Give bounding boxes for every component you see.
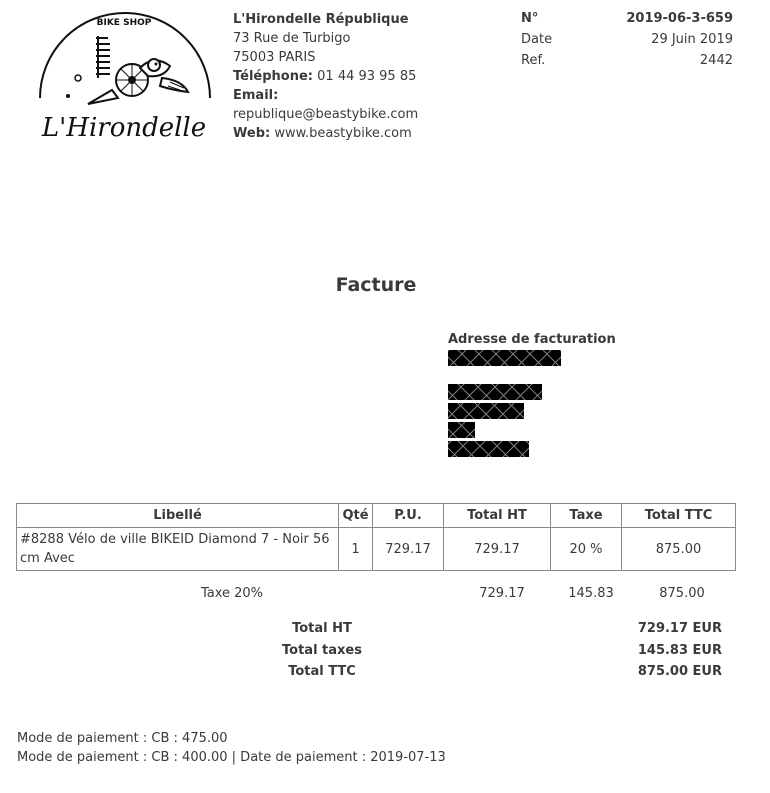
company-logo: [28, 8, 220, 148]
phone-value: 01 44 93 95 85: [317, 69, 417, 84]
invoice-number-label: N°: [521, 11, 539, 26]
invoice-date-row: [521, 32, 733, 53]
company-phone-line: [233, 67, 418, 86]
email-label: Email:: [233, 88, 279, 103]
billing-address-label: Adresse de facturation: [448, 332, 616, 347]
company-city: 75003 PARIS: [233, 50, 316, 65]
redacted-block: [448, 441, 529, 457]
table-header-row: [17, 504, 736, 528]
company-street: 73 Rue de Turbigo: [233, 31, 351, 46]
column-header: Libellé: [17, 504, 339, 528]
tax-summary-base: 729.17: [479, 586, 525, 601]
document-title: Facture: [335, 274, 417, 296]
column-header: Total TTC: [622, 504, 736, 528]
redacted-block: [448, 384, 542, 400]
total-taxes-label: Total taxes: [282, 643, 362, 658]
tax-summary-total: 875.00: [659, 586, 705, 601]
invoice-ref-label: Ref.: [521, 53, 546, 68]
redacted-block: [448, 350, 561, 366]
email-value: republique@beastybike.com: [233, 107, 419, 122]
table-row: [17, 528, 736, 571]
invoice-number-row: [521, 11, 733, 32]
invoice-ref-row: [521, 53, 733, 74]
company-info: [233, 10, 418, 143]
column-header: P.U.: [373, 504, 444, 528]
invoice-items-table: [16, 503, 736, 571]
payment-line: Mode de paiement : CB : 400.00 | Date de paiement : 2019-07-13: [17, 750, 446, 765]
invoice-date: 29 Juin 2019: [651, 32, 733, 47]
company-web-line: [233, 124, 418, 143]
payment-info: [17, 729, 446, 767]
total-ht-value: 729.17 EUR: [637, 621, 722, 636]
column-header: Taxe: [551, 504, 622, 528]
item-unit-price: 729.17: [373, 528, 444, 571]
item-tax: 20 %: [551, 528, 622, 571]
tax-summary-amount: 145.83: [568, 586, 614, 601]
invoice-number: 2019-06-3-659: [626, 11, 733, 26]
item-total-ttc: 875.00: [622, 528, 736, 571]
logo-bike-shop-text: BIKE SHOP: [96, 18, 152, 28]
company-name: L'Hirondelle République: [233, 12, 409, 27]
total-ttc-value: 875.00 EUR: [637, 664, 722, 679]
invoice-date-label: Date: [521, 32, 553, 47]
logo-script-text: L'Hirondelle: [41, 113, 207, 143]
redacted-block: [448, 422, 475, 438]
item-total-ht: 729.17: [444, 528, 551, 571]
payment-line: Mode de paiement : CB : 475.00: [17, 731, 228, 746]
item-description: #8288 Vélo de ville BIKEID Diamond 7 - Noir 56 cm Avec: [17, 528, 339, 571]
invoice-ref: 2442: [699, 53, 733, 68]
column-header: Total HT: [444, 504, 551, 528]
web-value: www.beastybike.com: [274, 126, 412, 141]
tax-summary-label: Taxe 20%: [200, 586, 264, 601]
item-qty: 1: [339, 528, 373, 571]
total-taxes-value: 145.83 EUR: [637, 643, 722, 658]
web-label: Web:: [233, 126, 271, 141]
column-header: Qté: [339, 504, 373, 528]
invoice-meta: [521, 11, 733, 74]
redacted-block: [448, 403, 524, 419]
phone-label: Téléphone:: [233, 69, 313, 84]
total-ht-label: Total HT: [292, 621, 352, 636]
total-ttc-label: Total TTC: [288, 664, 356, 679]
